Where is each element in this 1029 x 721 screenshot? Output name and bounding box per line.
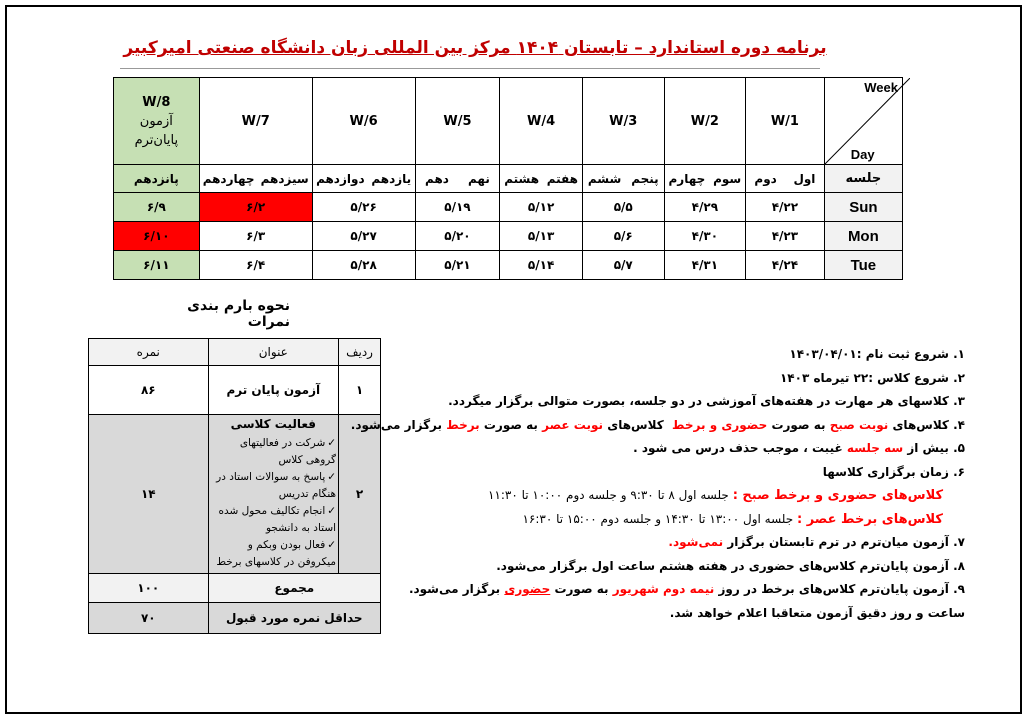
date-cell: ۵/۱۳ <box>500 222 583 251</box>
session-name: هشتم <box>504 171 540 186</box>
date-cell: ۵/۲۱ <box>415 251 500 280</box>
evening-times: کلاس‌های برخط عصر : جلسه اول ۱۳:۰۰ تا ۱۴:۳۰ و جلسه دوم ۱۵:۰۰ تا ۱۶:۳۰ <box>522 511 943 527</box>
session-name: چهارم <box>668 171 706 186</box>
date-cell: ۶/۳ <box>199 222 312 251</box>
grade-activity-cell <box>208 415 339 574</box>
grade-title: آزمون پایان ترم <box>208 366 339 415</box>
week-day-corner <box>824 78 902 165</box>
activity-item: ✓شرکت در فعالیتهای گروهی کلاس <box>239 437 337 466</box>
week-header: W/1 <box>746 78 825 165</box>
date-cell-highlighted: ۶/۱۰ <box>114 222 200 251</box>
day-label: Mon <box>824 222 902 251</box>
session-name: ششم <box>587 171 622 186</box>
date-cell: ۴/۲۴ <box>746 251 825 280</box>
min-score-value: ۷۰ <box>89 603 209 634</box>
note-5: ۵. بیش از سه جلسه غیبت ، موجب حذف درس می شود . <box>633 441 965 455</box>
week-header: W/4 <box>500 78 583 165</box>
date-cell: ۵/۱۲ <box>500 193 583 222</box>
schedule-table <box>113 77 903 280</box>
grades-header-title: عنوان <box>208 339 339 366</box>
week-header: W/3 <box>582 78 664 165</box>
note-8: ۸. آزمون پایان‌ترم کلاس‌های حضوری در هفته هشتم ساعت اول برگزار می‌شود. <box>496 558 965 573</box>
date-cell: ۵/۲۸ <box>312 251 415 280</box>
week-header: W/6 <box>312 78 415 165</box>
week-header: W/7 <box>199 78 312 165</box>
date-cell: ۵/۲۷ <box>312 222 415 251</box>
total-label: مجموع <box>208 574 380 603</box>
session-name: سوم <box>713 171 742 186</box>
session-name: دوم <box>754 171 777 186</box>
note-3: ۳. کلاسهای هر مهارت در هفته‌های آموزشی در دو جلسه، بصورت متوالی برگزار میگردد. <box>448 394 965 408</box>
activity-item: ✓انجام تکالیف محول شده استاد به دانشجو <box>218 505 337 534</box>
corner-day-label: Day <box>850 147 875 162</box>
session-name: یازدهم <box>371 171 412 186</box>
note-6: ۶. زمان برگزاری کلاسها <box>822 464 965 479</box>
date-cell: ۵/۲۰ <box>415 222 500 251</box>
session-name: هفتم <box>546 171 578 186</box>
note-7: ۷. آزمون میان‌ترم در ترم تابستان برگزار نمی‌شود. <box>668 535 965 549</box>
grade-row-number: ۱ <box>339 366 381 415</box>
date-cell: ۵/۲۶ <box>312 193 415 222</box>
check-icon: ✓ <box>327 505 337 517</box>
date-cell: ۴/۲۹ <box>664 193 745 222</box>
session-name: دهم <box>425 171 449 186</box>
date-cell: ۵/۶ <box>582 222 664 251</box>
date-cell: ۶/۹ <box>114 193 200 222</box>
total-score: ۱۰۰ <box>89 574 209 603</box>
activity-item: ✓پاسخ به سوالات استاد در هنگام تدریس <box>216 471 337 500</box>
session-name: چهاردهم <box>202 171 255 186</box>
session-name: پانزدهم <box>114 165 200 193</box>
grade-score: ۸۶ <box>89 366 209 415</box>
session-name: سیزدهم <box>260 171 309 186</box>
note-4: ۴. کلاس‌های نوبت صبح به صورت حضوری و برخط کلاس‌های نوبت عصر به صورت برخط برگزار می‌شود. <box>350 417 965 432</box>
week-header: W/2 <box>664 78 745 165</box>
date-cell-highlighted: ۶/۲ <box>199 193 312 222</box>
morning-times: کلاس‌های حضوری و برخط صبح : جلسه اول ۸ تا ۹:۳۰ و جلسه دوم ۱۰:۰۰ تا ۱۱:۳۰ <box>487 488 943 503</box>
date-cell: ۵/۵ <box>582 193 664 222</box>
date-cell: ۴/۳۰ <box>664 222 745 251</box>
day-label: Tue <box>824 251 902 280</box>
grade-row-number: ۲ <box>339 415 381 574</box>
date-cell: ۴/۳۱ <box>664 251 745 280</box>
date-cell: ۴/۲۲ <box>746 193 825 222</box>
check-icon: ✓ <box>327 471 337 483</box>
check-icon: ✓ <box>327 437 337 449</box>
week8-sub2: پایان‌ترم <box>134 132 179 148</box>
week8-sub1: آزمون <box>139 113 173 129</box>
week-header: W/5 <box>415 78 500 165</box>
date-cell: ۶/۱۱ <box>114 251 200 280</box>
date-cell: ۵/۱۴ <box>500 251 583 280</box>
activity-list <box>211 435 337 571</box>
date-cell: ۵/۷ <box>582 251 664 280</box>
grade-score: ۱۴ <box>89 415 209 574</box>
corner-week-label: Week <box>864 80 898 95</box>
date-cell: ۵/۱۹ <box>415 193 500 222</box>
note-9: ۹. آزمون پایان‌ترم کلاس‌های برخط در روز نیمه دوم شهریور به صورت حضوری برگزار می‌شود. ساعت و روز دقیق آزمون متعاقبا اعلام خواهد شد. <box>408 582 965 620</box>
session-name: اول <box>793 171 816 186</box>
session-label: جلسه <box>824 165 902 193</box>
activity-item: ✓فعال بودن وبکم و میکروفن در کلاسهای برخط <box>216 539 337 568</box>
week8-label: W/8 <box>142 94 171 110</box>
grades-title: نحوه بارم بندی نمرات <box>187 298 290 330</box>
note-1: ۱. شروع ثبت نام :۱۴۰۳/۰۴/۰۱ <box>789 347 965 361</box>
min-score-label: حداقل نمره مورد قبول <box>208 603 380 634</box>
grades-table <box>88 338 381 634</box>
week8-header <box>114 78 200 165</box>
date-cell: ۴/۲۳ <box>746 222 825 251</box>
date-cell: ۶/۴ <box>199 251 312 280</box>
title-underline <box>120 68 820 69</box>
grades-header-score: نمره <box>89 339 209 366</box>
day-label: Sun <box>824 193 902 222</box>
check-icon: ✓ <box>327 539 337 551</box>
note-2: ۲. شروع کلاس :۲۲ تیرماه ۱۴۰۳ <box>779 370 965 385</box>
session-name: نهم <box>467 171 490 186</box>
page-title: برنامه دوره استاندارد – تابستان ۱۴۰۴ مرکز بین المللی زبان دانشگاه صنعتی امیرکبیر <box>123 38 827 58</box>
session-name: پنجم <box>631 171 659 186</box>
grades-header-row: ردیف <box>339 339 381 366</box>
grade-title: فعالیت کلاسی <box>230 417 317 431</box>
session-name: دوازدهم <box>316 171 365 186</box>
